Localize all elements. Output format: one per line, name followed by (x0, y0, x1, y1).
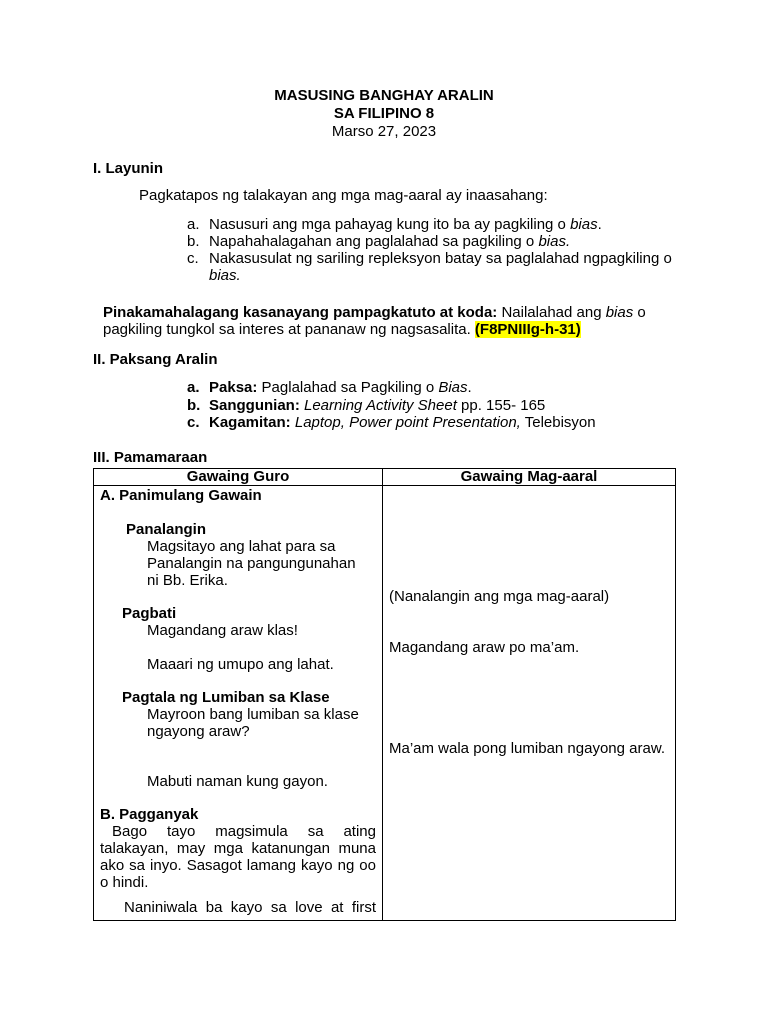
panimulang-gawain-heading: A. Panimulang Gawain (100, 487, 262, 504)
panalangin-text: Magsitayo ang lahat para sa (147, 538, 336, 555)
section-paksang-aralin-heading: II. Paksang Aralin (93, 351, 218, 368)
panalangin-text: Panalangin na pangungunahan (147, 555, 356, 572)
pagganyak-text: Bago tayo magsimula sa ating talakayan, may mga katanungan muna ako sa inyo. Sasagot lamang kayo ng oo o hindi. (100, 823, 376, 891)
pagbati-text: Magandang araw klas! (147, 622, 298, 639)
column-header-mag-aaral: Gawaing Mag-aaral (383, 469, 676, 486)
layunin-item-c: Nakasusulat ng sariling repleksyon batay sa paglalahad ngpagkiling o (209, 250, 672, 267)
section-layunin-heading: I. Layunin (93, 160, 164, 177)
teacher-activities-cell (94, 486, 383, 921)
pagbati-text: Maaari ng umupo ang lahat. (147, 656, 334, 673)
student-response-prayer: (Nanalangin ang mga mag-aaral) (389, 588, 610, 605)
sanggunian-item: Sanggunian: Learning Activity Sheet pp. 155- 165 (209, 397, 546, 414)
sanggunian-marker: b. (187, 397, 201, 414)
layunin-item-c-tail: bias. (209, 267, 241, 284)
layunin-item-marker: b. (187, 233, 200, 250)
panalangin-text: ni Bb. Erika. (147, 572, 228, 589)
lumiban-text: Mayroon bang lumiban sa klase (147, 706, 359, 723)
competency-code: (F8PNIIIg-h-31) (474, 321, 581, 338)
column-header-guro: Gawaing Guro (94, 469, 383, 486)
lumiban-text: ngayong araw? (147, 723, 250, 740)
paksa-item: Paksa: Paglalahad sa Pagkiling o Bias. (209, 379, 472, 396)
pagganyak-question: Naniniwala ba kayo sa love at first (124, 899, 376, 916)
document-title: MASUSING BANGHAY ARALIN (274, 87, 494, 104)
activities-table (93, 468, 676, 921)
pagbati-heading: Pagbati (122, 605, 177, 622)
kasanayan-paragraph: Pinakamahalagang kasanayang pampagkatuto at koda: Nailalahad ang bias o pagkiling tungkol sa interes at pananaw ng nagsasalita. (F8PNIIIg-h-31) (103, 304, 646, 338)
section-pamamaraan-heading: III. Pamamaraan (93, 449, 208, 466)
document-subtitle: SA FILIPINO 8 (333, 105, 435, 122)
student-response-attendance: Ma’am wala pong lumiban ngayong araw. (389, 740, 665, 757)
layunin-item-marker: c. (187, 250, 199, 267)
lumiban-heading: Pagtala ng Lumiban sa Klase (122, 689, 330, 706)
layunin-item-marker: a. (187, 216, 200, 233)
layunin-intro: Pagkatapos ng talakayan ang mga mag-aaral ay inaasahang: (139, 187, 548, 204)
kagamitan-item: Kagamitan: Laptop, Power point Presentation, Telebisyon (209, 414, 596, 431)
document-date: Marso 27, 2023 (331, 123, 437, 140)
pagganyak-heading: B. Pagganyak (100, 806, 199, 823)
student-activities-cell (383, 486, 676, 921)
panalangin-heading: Panalangin (126, 521, 207, 538)
layunin-item-a: Nasusuri ang mga pahayag kung ito ba ay pagkiling o bias. (209, 216, 602, 233)
lumiban-text: Mabuti naman kung gayon. (147, 773, 328, 790)
student-response-greeting: Magandang araw po ma’am. (389, 639, 580, 656)
paksa-marker: a. (187, 379, 200, 396)
layunin-item-b: Napahahalagahan ang paglalahad sa pagkiling o bias. (209, 233, 571, 250)
kagamitan-marker: c. (187, 414, 200, 431)
